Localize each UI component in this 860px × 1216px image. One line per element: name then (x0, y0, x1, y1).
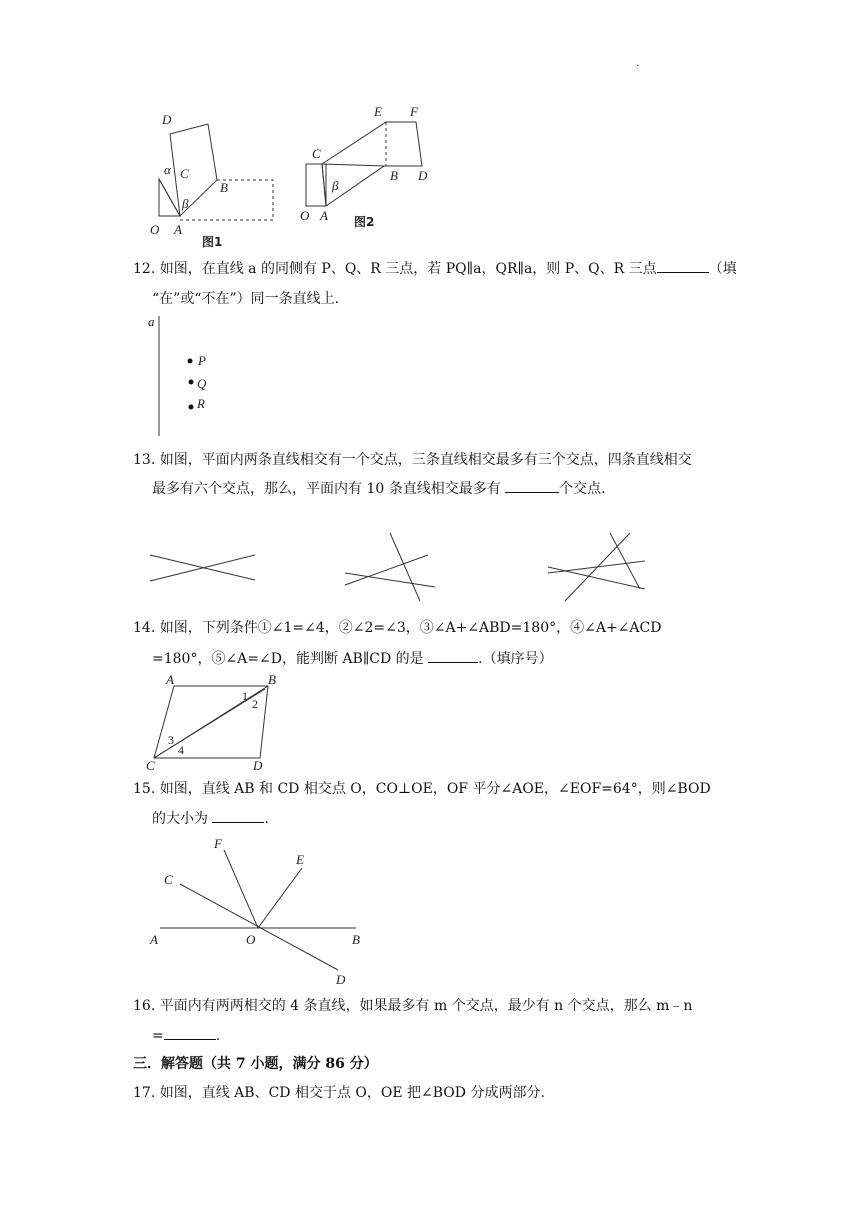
fig2-label-D: D (418, 168, 428, 183)
q14-figure (140, 672, 290, 772)
q16-text-2: = (152, 1028, 164, 1044)
fig2-caption: 图2 (354, 215, 375, 229)
q13-figure (140, 525, 660, 610)
q16-text-2-tail: . (215, 1028, 221, 1044)
q13-four-lines (548, 533, 645, 601)
q13-three-lines (345, 533, 435, 601)
q12-label-Q: Q (197, 376, 207, 391)
q14-label-A: A (166, 672, 174, 687)
q14-label-C: C (146, 758, 155, 772)
q12-answer-blank[interactable] (657, 258, 709, 273)
q15-label-B: B (352, 932, 360, 947)
q13-text-2: 最多有六个交点，那么，平面内有 10 条直线相交最多有 (152, 481, 501, 497)
q12-line-1 (133, 258, 737, 279)
q17-line-1: 17. 如图，直线 AB、CD 相交于点 O，OE 把∠BOD 分成两部分. (133, 1085, 545, 1101)
fig2-label-A: A (320, 208, 328, 223)
q14-text-2-tail: .（填序号） (478, 651, 553, 667)
q11-figure-1 (150, 112, 273, 249)
q15-label-D: D (336, 972, 346, 987)
q15-line-2 (152, 808, 269, 829)
q14-label-D: D (253, 758, 263, 772)
fig1-caption: 图1 (202, 235, 223, 249)
fig2-label-F: F (410, 104, 418, 119)
q12-label-P: P (198, 353, 206, 368)
q12-text-1-tail: （填 (708, 261, 737, 277)
q16-line-2 (152, 1025, 220, 1046)
fig1-label-O: O (150, 222, 160, 237)
q15-line-1: 15. 如图，直线 AB 和 CD 相交点 O，CO⊥OE，OF 平分∠AOE，∠EOF=64°，则∠BOD (133, 781, 711, 797)
section-3-title: 三．解答题（共 7 小题，满分 86 分） (133, 1056, 378, 1072)
q16-line-1: 16. 平面内有两两相交的 4 条直线，如果最多有 m 个交点，最少有 n 个交点，那么 m﹣n (133, 998, 693, 1014)
q15-label-C: C (164, 872, 173, 887)
q13-text-2-tail: 个交点. (559, 481, 606, 497)
q16-answer-blank[interactable] (164, 1025, 216, 1040)
q13-answer-blank[interactable] (505, 478, 559, 493)
q13-two-lines (150, 555, 255, 581)
q14-label-2: 2 (252, 697, 258, 711)
fig1-label-alpha: α (164, 162, 171, 177)
q12-line-2: “在”或“不在”）同一条直线上. (152, 291, 340, 307)
fig2-label-E: E (374, 104, 382, 119)
fig1-label-D: D (162, 112, 172, 127)
header-mark: . (636, 58, 640, 69)
q14-text-2: =180°，⑤∠A=∠D，能判断 AB∥CD 的是 (152, 651, 424, 667)
q15-figure (140, 832, 380, 992)
fig2-label-O: O (300, 208, 310, 223)
q15-text-2: 的大小为 (152, 811, 208, 827)
q14-label-3: 3 (168, 733, 174, 747)
q14-label-1: 1 (242, 689, 248, 703)
fig1-label-beta: β (182, 196, 189, 211)
fig2-label-beta: β (332, 178, 339, 193)
q13-line-1: 13. 如图，平面内两条直线相交有一个交点，三条直线相交最多有三个交点，四条直线相交 (133, 452, 692, 468)
q12-label-a: a (148, 314, 155, 329)
q12-label-R: R (197, 396, 205, 411)
fig2-label-C: C (312, 146, 321, 161)
fig2-label-B: B (390, 168, 398, 183)
q14-line-2 (152, 648, 553, 669)
q15-label-A: A (150, 932, 158, 947)
q15-answer-blank[interactable] (212, 808, 264, 823)
q13-line-2 (152, 478, 606, 499)
q15-label-O: O (246, 932, 256, 947)
q12-figure (140, 310, 220, 440)
q11-figure-2 (300, 104, 428, 229)
q14-label-4: 4 (178, 743, 184, 757)
q12-text-1: 12. 如图，在直线 a 的同侧有 P、Q、R 三点，若 PQ∥a，QR∥a，则 P、Q、R 三点 (133, 261, 657, 277)
fig1-label-B: B (220, 180, 228, 195)
fig1-label-C: C (180, 166, 189, 181)
q15-text-2-tail: . (264, 811, 269, 827)
q14-label-B: B (268, 672, 276, 687)
q15-label-F: F (214, 836, 222, 851)
fig1-label-A: A (174, 222, 182, 237)
q11-figures (140, 96, 440, 256)
q15-label-E: E (296, 852, 304, 867)
q14-line-1: 14. 如图，下列条件①∠1=∠4，②∠2=∠3，③∠A+∠ABD=180°，④∠A+∠ACD (133, 620, 662, 636)
q14-answer-blank[interactable] (428, 648, 478, 663)
